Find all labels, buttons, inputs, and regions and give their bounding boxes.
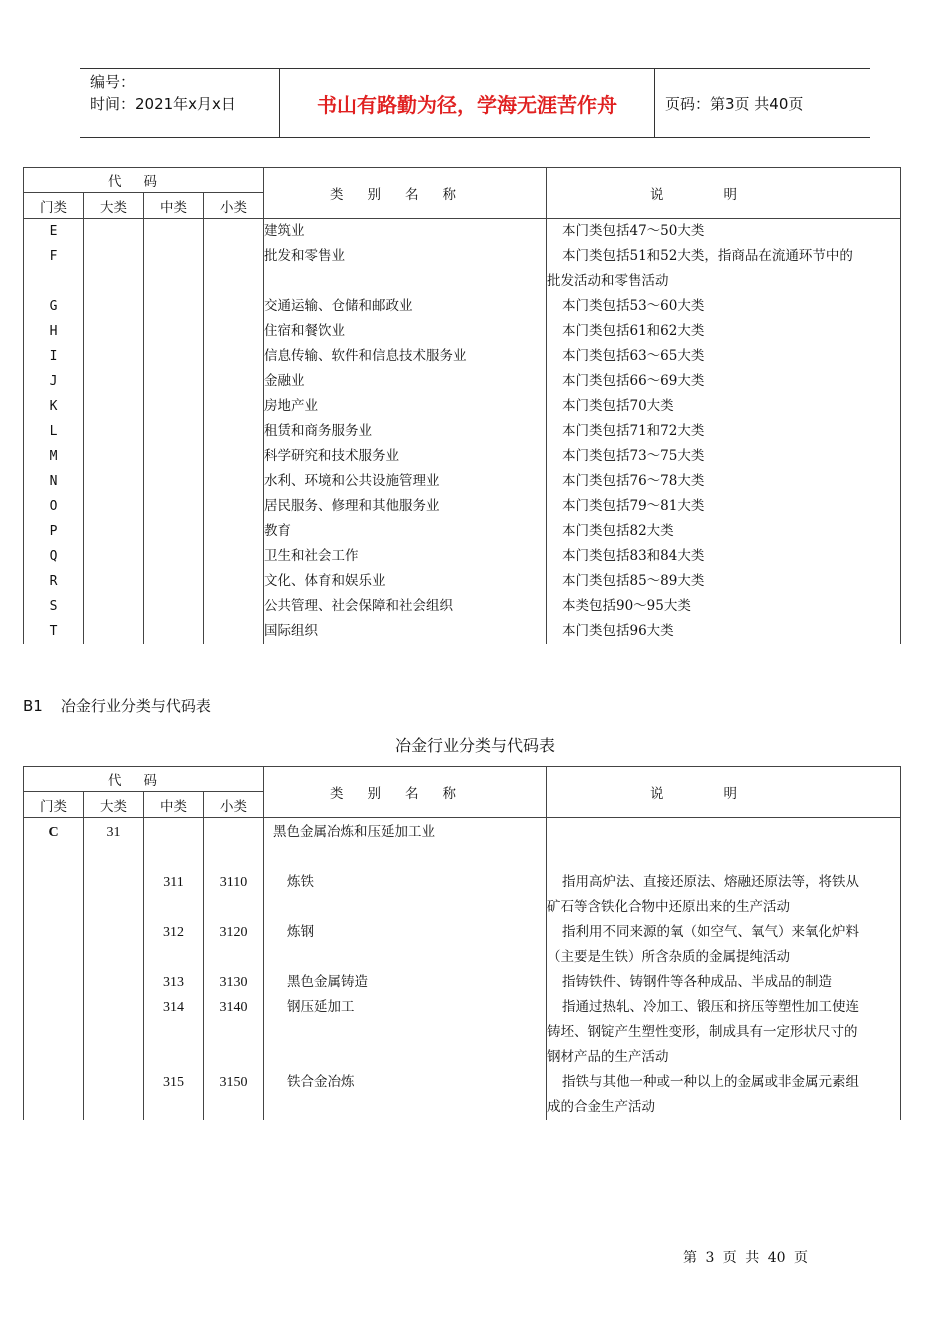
- table-row: [24, 294, 901, 319]
- xiao-code: 3130: [204, 970, 264, 995]
- table-row: [24, 444, 901, 469]
- table-row-continuation: [24, 945, 901, 970]
- table-row: [24, 494, 901, 519]
- category-name: 钢压延加工: [264, 995, 547, 1020]
- category-description: 本门类包括79～81大类: [547, 494, 901, 519]
- category-description: 本门类包括53～60大类: [547, 294, 901, 319]
- category-description-cont: 批发活动和零售活动: [547, 269, 901, 294]
- men-code: Q: [24, 544, 84, 569]
- industry-category-table: [23, 167, 901, 644]
- header-zhong: 中类: [144, 193, 204, 219]
- category-name: 国际组织: [264, 619, 547, 644]
- table-row: [24, 870, 901, 895]
- number-label: 编号：: [90, 73, 136, 91]
- category-name: 公共管理、社会保障和社会组织: [264, 594, 547, 619]
- category-description: 本类包括90～95大类: [547, 594, 901, 619]
- men-code: P: [24, 519, 84, 544]
- xiao-code: 3120: [204, 920, 264, 945]
- page-indicator: 页码：第3页 共40页: [665, 94, 804, 113]
- table-row: [24, 619, 901, 644]
- header-xiao: 小类: [204, 193, 264, 219]
- category-description: 本门类包括85～89大类: [547, 569, 901, 594]
- category-description: 本门类包括73～75大类: [547, 444, 901, 469]
- table-caption: 冶金行业分类与代码表: [394, 736, 555, 755]
- category-description: 本门类包括83和84大类: [547, 544, 901, 569]
- category-description-cont: 铸坯、钢锭产生塑性变形，制成具有一定形状尺寸的: [547, 1020, 901, 1045]
- category-name: 炼铁: [264, 870, 547, 895]
- table-row: [24, 569, 901, 594]
- category-description: 本门类包括66～69大类: [547, 369, 901, 394]
- category-description: 本门类包括63～65大类: [547, 344, 901, 369]
- table-row: [24, 818, 901, 846]
- men-code: S: [24, 594, 84, 619]
- table-row-continuation: [24, 1045, 901, 1070]
- category-name: 信息传输、软件和信息技术服务业: [264, 344, 547, 369]
- category-description: 本门类包括76～78大类: [547, 469, 901, 494]
- table-row: [24, 219, 901, 245]
- category-name: 居民服务、修理和其他服务业: [264, 494, 547, 519]
- table-row: [24, 319, 901, 344]
- table-row: [24, 544, 901, 569]
- category-name: 教育: [264, 519, 547, 544]
- document-header: [80, 68, 870, 138]
- category-description: 指用高炉法、直接还原法、熔融还原法等，将铁从: [547, 870, 901, 895]
- category-description: 指通过热轧、冷加工、锻压和挤压等塑性加工使连: [547, 995, 901, 1020]
- header-desc: 说明: [547, 767, 901, 818]
- table-row: [24, 970, 901, 995]
- table-row: [24, 394, 901, 419]
- category-name: 铁合金冶炼: [264, 1070, 547, 1095]
- category-name: 建筑业: [264, 219, 547, 245]
- category-description: 本门类包括71和72大类: [547, 419, 901, 444]
- header-zhong: 中类: [144, 792, 204, 818]
- table-row-continuation: [24, 1095, 901, 1120]
- category-description: 本门类包括96大类: [547, 619, 901, 644]
- category-description: 本门类包括51和52大类，指商品在流通环节中的: [547, 244, 901, 269]
- men-code: C: [24, 818, 84, 846]
- table-row-continuation: [24, 1020, 901, 1045]
- category-name: 文化、体育和娱乐业: [264, 569, 547, 594]
- men-code: K: [24, 394, 84, 419]
- header-desc: 说明: [547, 168, 901, 219]
- category-description: 本门类包括70大类: [547, 394, 901, 419]
- table-row-continuation: [24, 269, 901, 294]
- table-row: [24, 594, 901, 619]
- table-row-continuation: [24, 895, 901, 920]
- men-code: G: [24, 294, 84, 319]
- table-row: [24, 1070, 901, 1095]
- table-row: [24, 344, 901, 369]
- men-code: H: [24, 319, 84, 344]
- men-code: R: [24, 569, 84, 594]
- category-name: 住宿和餐饮业: [264, 319, 547, 344]
- metallurgy-category-table: [23, 766, 901, 1120]
- table-row: [24, 419, 901, 444]
- header-men: 门类: [24, 193, 84, 219]
- header-name: 类别名称: [264, 767, 547, 818]
- table-row: [24, 469, 901, 494]
- header-da: 大类: [84, 193, 144, 219]
- table-row: [24, 995, 901, 1020]
- men-code: F: [24, 244, 84, 269]
- header-name: 类别名称: [264, 168, 547, 219]
- page-footer: 第 3 页 共 40 页: [683, 1250, 808, 1266]
- category-name: 科学研究和技术服务业: [264, 444, 547, 469]
- header-code: 代码: [24, 767, 264, 792]
- zhong-code: 315: [144, 1070, 204, 1095]
- category-name: 租赁和商务服务业: [264, 419, 547, 444]
- category-description: 指利用不同来源的氧（如空气、氧气）来氧化炉料: [547, 920, 901, 945]
- da-code: 31: [84, 818, 144, 846]
- header-code: 代码: [24, 168, 264, 193]
- category-name: 炼钢: [264, 920, 547, 945]
- category-name: 房地产业: [264, 394, 547, 419]
- date-label: 时间：2021年x月x日: [90, 95, 236, 113]
- men-code: M: [24, 444, 84, 469]
- table-row: [24, 244, 901, 269]
- category-name: 黑色金属冶炼和压延加工业: [264, 818, 547, 846]
- category-description: 本门类包括82大类: [547, 519, 901, 544]
- table-row: [24, 369, 901, 394]
- header-xiao: 小类: [204, 792, 264, 818]
- category-description: 指铁与其他一种或一种以上的金属或非金属元素组: [547, 1070, 901, 1095]
- section-prefix: B1: [23, 697, 43, 715]
- xiao-code: 3140: [204, 995, 264, 1020]
- men-code: E: [24, 219, 84, 245]
- xiao-code: 3150: [204, 1070, 264, 1095]
- category-description-cont: 成的合金生产活动: [547, 1095, 901, 1120]
- men-code: L: [24, 419, 84, 444]
- header-men: 门类: [24, 792, 84, 818]
- category-name: 金融业: [264, 369, 547, 394]
- motto: 书山有路勤为径，学海无涯苦作舟: [280, 69, 655, 137]
- category-name: 卫生和社会工作: [264, 544, 547, 569]
- category-description: 本门类包括61和62大类: [547, 319, 901, 344]
- category-description: 本门类包括47～50大类: [547, 219, 901, 245]
- table-row: [24, 920, 901, 945]
- table-row: [24, 519, 901, 544]
- men-code: N: [24, 469, 84, 494]
- category-description-cont: 钢材产品的生产活动: [547, 1045, 901, 1070]
- men-code: I: [24, 344, 84, 369]
- category-description-cont: （主要是生铁）所含杂质的金属提纯活动: [547, 945, 901, 970]
- category-name: 批发和零售业: [264, 244, 547, 269]
- men-code: O: [24, 494, 84, 519]
- zhong-code: 314: [144, 995, 204, 1020]
- category-name: 黑色金属铸造: [264, 970, 547, 995]
- header-da: 大类: [84, 792, 144, 818]
- men-code: J: [24, 369, 84, 394]
- xiao-code: 3110: [204, 870, 264, 895]
- zhong-code: 313: [144, 970, 204, 995]
- zhong-code: 312: [144, 920, 204, 945]
- section-title: 冶金行业分类与代码表: [60, 697, 211, 715]
- section-heading: [23, 695, 211, 716]
- category-description: 指铸铁件、铸钢件等各种成品、半成品的制造: [547, 970, 901, 995]
- header-meta: [80, 69, 280, 137]
- men-code: T: [24, 619, 84, 644]
- category-name: 水利、环境和公共设施管理业: [264, 469, 547, 494]
- category-description-cont: 矿石等含铁化合物中还原出来的生产活动: [547, 895, 901, 920]
- category-name: 交通运输、仓储和邮政业: [264, 294, 547, 319]
- zhong-code: 311: [144, 870, 204, 895]
